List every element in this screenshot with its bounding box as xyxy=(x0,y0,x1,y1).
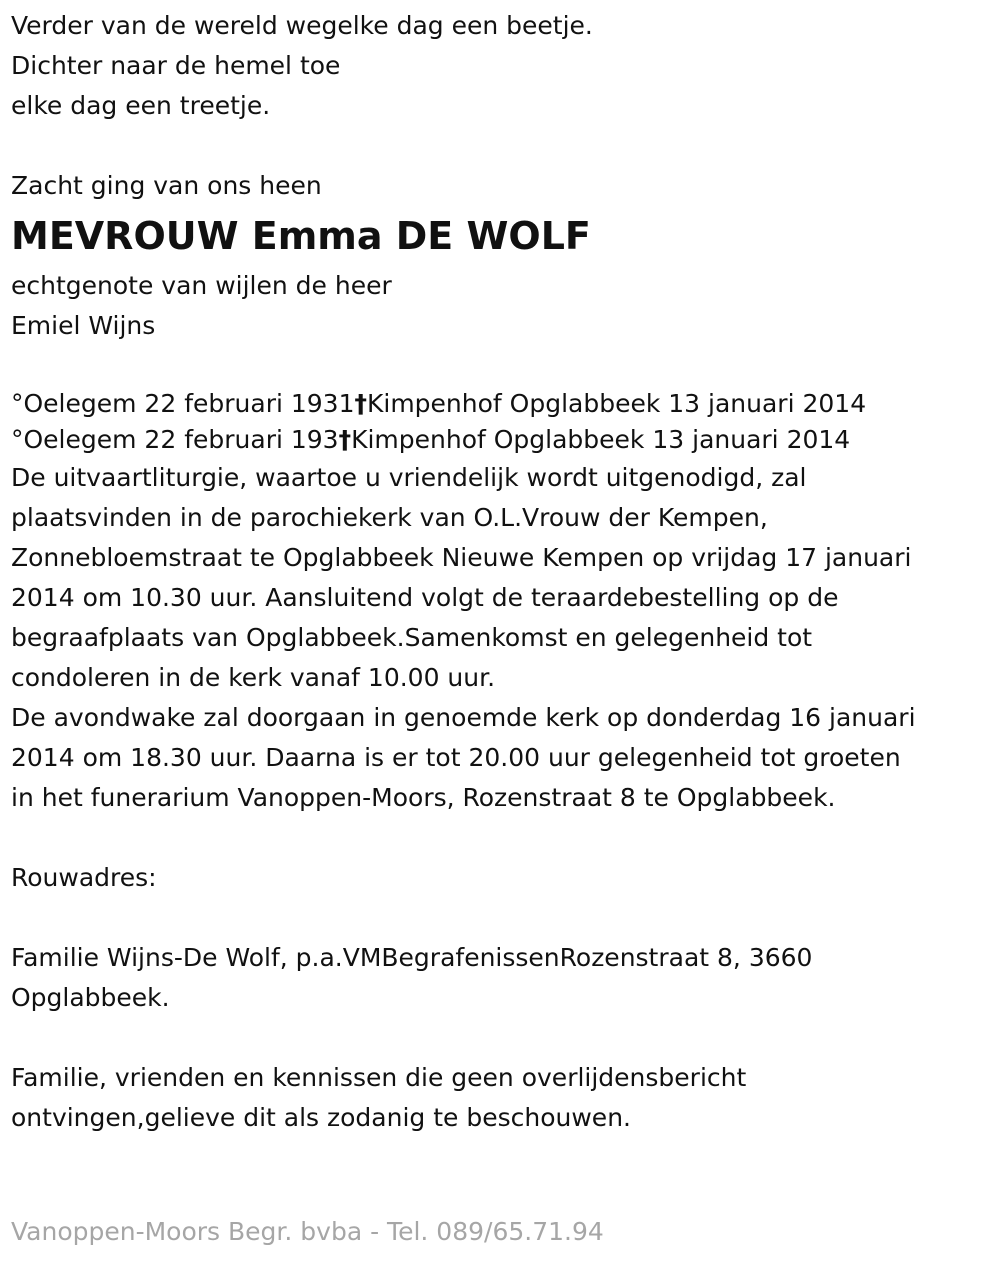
spacer xyxy=(11,1018,986,1058)
address-label: Rouwadres: xyxy=(11,863,157,892)
notice-line-2: ontvingen,gelieve dit als zodanig te beschouwen. xyxy=(11,1103,631,1132)
funeral-home-footer: Vanoppen-Moors Begr. bvba - Tel. 089/65.71.94 xyxy=(11,1217,604,1246)
intro-text: Zacht ging van ons heen xyxy=(11,171,322,200)
cross-icon: † xyxy=(338,425,352,454)
funeral-line: begraafplaats van Opglabbeek.Samenkomst en gelegenheid tot xyxy=(11,623,813,652)
dates-block xyxy=(11,386,986,458)
spacer xyxy=(11,898,986,938)
cross-icon: † xyxy=(354,389,367,418)
notice-line-1: Familie, vrienden en kennissen die geen overlijdensbericht xyxy=(11,1063,747,1092)
funeral-line: De uitvaartliturgie, waartoe u vriendelijk wordt uitgenodigd, zal xyxy=(11,463,807,492)
wake-line: in het funerarium Vanoppen-Moors, Rozenstraat 8 te Opglabbeek. xyxy=(11,783,836,812)
relation-line-2: Emiel Wijns xyxy=(11,311,156,340)
address-block xyxy=(11,938,986,1018)
death-date: Kimpenhof Opglabbeek 13 januari 2014 xyxy=(351,425,851,454)
poem-line-3: elke dag een treetje. xyxy=(11,91,271,120)
poem-line-1: Verder van de wereld wegelke dag een beetje. xyxy=(11,11,593,40)
funeral-line: Zonnebloemstraat te Opglabbeek Nieuwe Kempen op vrijdag 17 januari xyxy=(11,543,912,572)
dates-row-1 xyxy=(11,386,986,422)
spacer xyxy=(11,346,986,386)
death-date: Kimpenhof Opglabbeek 13 januari 2014 xyxy=(366,389,867,418)
birth-date: °Oelegem 22 februari 193 xyxy=(11,425,339,454)
birth-date: °Oelegem 22 februari 1931 xyxy=(11,389,355,418)
notice-block xyxy=(11,1058,986,1138)
poem xyxy=(11,6,986,126)
funeral-line: 2014 om 10.30 uur. Aansluitend volgt de teraardebestelling op de xyxy=(11,583,839,612)
funeral-line: condoleren in de kerk vanaf 10.00 uur. xyxy=(11,663,496,692)
obituary-notice xyxy=(11,6,986,1138)
address-line-1: Familie Wijns-De Wolf, p.a.VMBegrafenissenRozenstraat 8, 3660 xyxy=(11,943,813,972)
funeral-line: plaatsvinden in de parochiekerk van O.L.Vrouw der Kempen, xyxy=(11,503,768,532)
funeral-paragraph xyxy=(11,458,986,698)
deceased-name: MEVROUW Emma DE WOLF xyxy=(11,214,591,258)
dates-row-2 xyxy=(11,422,986,458)
wake-line: 2014 om 18.30 uur. Daarna is er tot 20.00 uur gelegenheid tot groeten xyxy=(11,743,901,772)
poem-line-2: Dichter naar de hemel toe xyxy=(11,51,341,80)
spacer xyxy=(11,818,986,858)
spacer xyxy=(11,126,986,166)
address-line-2: Opglabbeek. xyxy=(11,983,170,1012)
relation-line-1: echtgenote van wijlen de heer xyxy=(11,271,392,300)
wake-line: De avondwake zal doorgaan in genoemde kerk op donderdag 16 januari xyxy=(11,703,916,732)
wake-paragraph xyxy=(11,698,986,818)
